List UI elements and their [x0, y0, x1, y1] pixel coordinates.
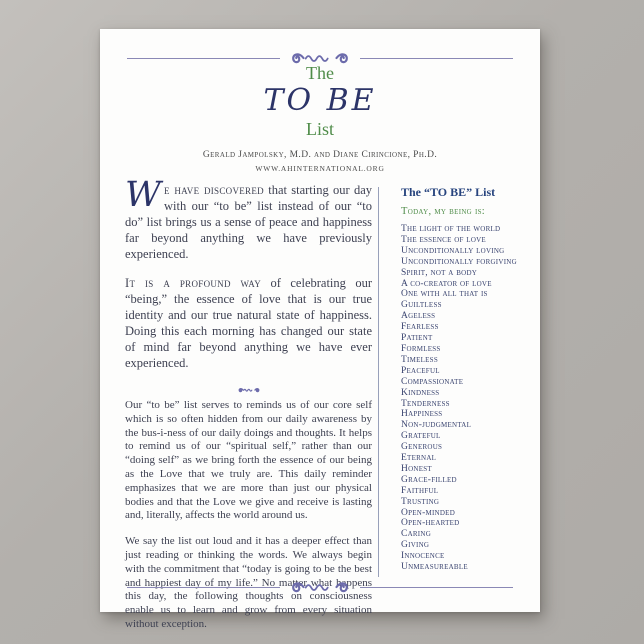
list-item: Guiltless	[401, 300, 442, 311]
list-item: Formless	[401, 343, 441, 354]
column-divider-line	[378, 187, 379, 577]
list-item: The essence of love	[401, 234, 486, 245]
list-item: Honest	[401, 463, 432, 474]
divider-line	[127, 587, 280, 588]
list-item: Spirit, not a body	[401, 267, 478, 278]
dropcap-w: W	[125, 175, 161, 215]
divider-line	[127, 58, 280, 59]
list-item: Caring	[401, 529, 432, 540]
list-item: Tenderness	[401, 398, 450, 409]
list-item: Patient	[401, 333, 433, 344]
intro-column	[125, 175, 373, 632]
title-word-the: The	[306, 63, 334, 83]
list-item: Grace-filled	[401, 474, 457, 485]
intro-paragraph-3: Our “to be” list serves to reminds us of our core self which is so often hidden from our daily awareness by the bus-i-ness of our daily doings and thoughts. It helps to remind us of our “spiritual self,” rather than our “doing self” as we bring forth the essence of our being as the Love that we truly are. This daily reminder emphasizes that we are more than just our physical bodies and that the Love we give and receive is lasting and, literally, affects the world around us.	[125, 399, 372, 522]
list-item: Eternal	[401, 453, 437, 464]
list-item: Open-minded	[401, 507, 455, 518]
divider-line	[360, 58, 513, 59]
divider-line	[360, 587, 513, 588]
list-item: Timeless	[401, 354, 438, 365]
list-item: Peaceful	[401, 365, 440, 376]
title-word-tobe: TO BE	[263, 83, 377, 118]
tobe-list-subheading: Today, my being is:	[401, 206, 485, 217]
list-item: Non-judgmental	[401, 420, 472, 431]
bottom-divider	[127, 574, 513, 600]
list-item: Unconditionally loving	[401, 245, 505, 256]
website-url: WWW.AHINTERNATIONAL.ORG	[255, 164, 385, 173]
scroll-flourish-small-icon	[237, 386, 261, 394]
list-item: Trusting	[401, 496, 440, 507]
list-item: Fearless	[401, 322, 439, 333]
list-item: Innocence	[401, 551, 445, 562]
list-item: One with all that is	[401, 289, 488, 300]
poster-title-block	[100, 64, 540, 173]
list-item: Giving	[401, 540, 430, 551]
intro-paragraph-1	[125, 175, 373, 262]
list-item: Compassionate	[401, 376, 464, 387]
intro-paragraph-2	[125, 275, 372, 371]
list-item: Unconditionally forgiving	[401, 256, 517, 267]
scroll-flourish-icon	[287, 578, 353, 596]
authors-line: Gerald Jampolsky, M.D. and Diane Cirincione, Ph.D.	[202, 150, 438, 160]
list-item: Open-hearted	[401, 518, 460, 529]
list-item: A co-creator of love	[401, 278, 492, 289]
poster	[100, 29, 540, 630]
intro-paragraph-4: We say the list out loud and it has a deeper effect than just reading or thinking the words. We always begin with the commitment that “today is going to be the best and happiest day of my life.” No matter what happens this day, the following thoughts on consciousness enable us to learn and grow from every situation without exception.	[125, 535, 372, 630]
list-item: Faithful	[401, 485, 439, 496]
p2-text: of celebrating our “being,” the essence of love that is our true identity and our true natural state of happiness. Doing this each morning has changed our state of mind far beyond anything we have ever experienced.	[125, 276, 372, 370]
list-item: Grateful	[401, 431, 441, 442]
list-item: Kindness	[401, 387, 440, 398]
tobe-list	[401, 224, 538, 573]
p2-lead-smallcaps: It is a profound way	[125, 276, 262, 290]
list-item: Ageless	[401, 311, 436, 322]
tobe-list-column	[401, 185, 538, 573]
list-item: Unmeasureable	[401, 562, 468, 573]
p1-lead-smallcaps: e have discovered	[163, 183, 264, 197]
list-item: Happiness	[401, 409, 443, 420]
tobe-list-heading: The “TO BE” List	[401, 185, 496, 199]
title-word-list: List	[305, 119, 334, 139]
list-item: Generous	[401, 442, 443, 453]
paragraph-divider	[125, 381, 372, 391]
list-item: The light of the world	[401, 224, 501, 234]
p1-text: that starting our day with our “to be” list instead of our “to do” list brings us a sense of peace and happiness far beyond anything we have previously experienced.	[125, 183, 373, 261]
